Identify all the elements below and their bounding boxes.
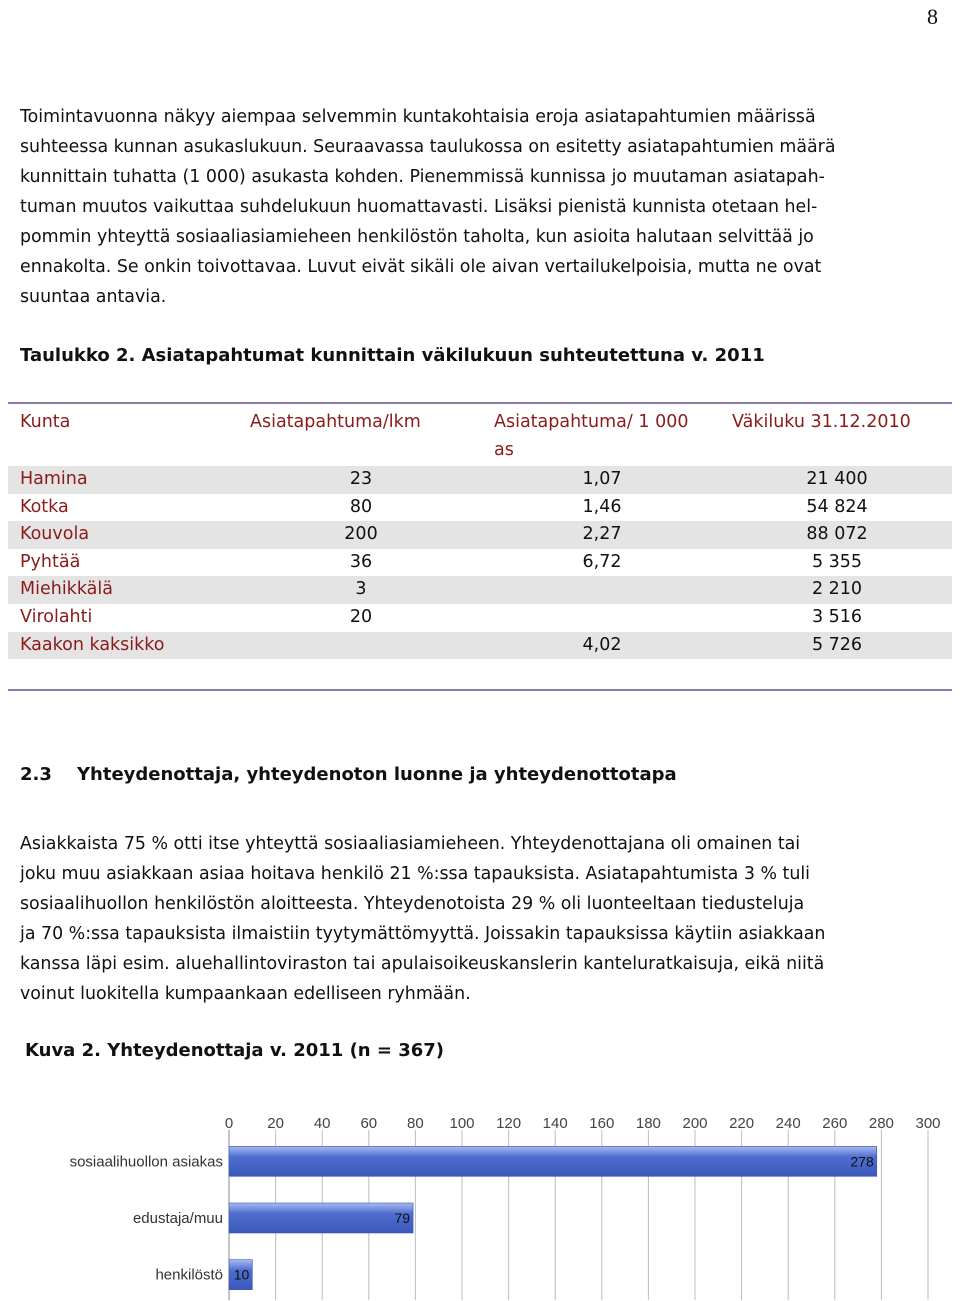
table-row — [8, 576, 952, 604]
body-line: sosiaalihuollon henkilöstön aloitteesta. Yhteydenotoista 29 % oli luonteeltaan tiedusteluja — [20, 894, 805, 914]
intro-line: suuntaa antavia. — [20, 287, 167, 307]
bar-chart — [0, 1100, 960, 1301]
x-tick-label: 0 — [224, 1115, 234, 1132]
x-tick-label: 60 — [360, 1115, 378, 1132]
x-tick-label: 300 — [915, 1115, 941, 1132]
table-row — [8, 604, 952, 632]
table-row-empty — [8, 659, 952, 689]
data-label: 278 — [850, 1153, 874, 1170]
cell-lkm: 3 — [355, 579, 367, 600]
x-tick-label: 260 — [822, 1115, 848, 1132]
x-tick-label: 280 — [868, 1115, 894, 1132]
header-per1000-line2: as — [494, 440, 514, 460]
table-title: Taulukko 2. Asiatapahtumat kunnittain väkilukuun suhteutettuna v. 2011 — [20, 345, 765, 366]
category-label: edustaja/muu — [132, 1210, 223, 1227]
category-label: henkilöstö — [155, 1266, 223, 1284]
header-per1000 — [494, 408, 688, 464]
cell-vakiluku: 3 516 — [811, 606, 863, 627]
header-per1000-line1: Asiatapahtuma/ 1 000 — [494, 412, 689, 432]
x-tick-label: 200 — [682, 1115, 708, 1132]
body-line: joku muu asiakkaan asiaa hoitava henkilö 21 %:ssa tapauksista. Asiatapahtumista 3 % tuli — [20, 864, 811, 884]
x-tick-label: 160 — [589, 1115, 615, 1132]
cell-kunta: Miehikkälä — [20, 579, 113, 600]
x-tick-label: 240 — [775, 1115, 801, 1132]
x-tick-label: 180 — [635, 1115, 661, 1132]
intro-line: pommin yhteyttä sosiaaliasiamieheen henkilöstön taholta, kun asioita halutaan selvittää jo — [20, 227, 814, 247]
cell-per1000: 2,27 — [582, 524, 622, 545]
table-header-row — [8, 404, 952, 466]
cell-lkm: 36 — [349, 551, 373, 572]
cell-per1000: 6,72 — [582, 551, 622, 572]
x-tick-label: 100 — [449, 1115, 475, 1132]
intro-line: tuman muutos vaikuttaa suhdelukuun huomattavasti. Lisäksi pienistä kunnista otetaan hel- — [20, 197, 818, 217]
cell-lkm: 200 — [344, 524, 378, 545]
municipality-table — [8, 402, 952, 691]
x-tick-label: 220 — [729, 1115, 755, 1132]
cell-per1000: 1,07 — [582, 469, 622, 489]
intro-line: Toimintavuonna näkyy aiempaa selvemmin kuntakohtaisia eroja asiatapahtumien määrissä — [20, 107, 816, 127]
cell-per1000: 1,46 — [582, 496, 622, 517]
cell-lkm: 20 — [349, 606, 373, 627]
cell-vakiluku: 21 400 — [806, 469, 868, 489]
cell-vakiluku: 2 210 — [811, 579, 863, 600]
x-tick-label: 80 — [407, 1115, 424, 1132]
cell-kunta: Kouvola — [20, 524, 90, 545]
intro-line: kunnittain tuhatta (1 000) asukasta kohden. Pienemmissä kunnissa jo muutaman asiatapah- — [20, 167, 825, 187]
intro-paragraph — [20, 102, 941, 312]
body-line: Asiakkaista 75 % otti itse yhteyttä sosiaaliasiamieheen. Yhteydenottajana oli omainen tai — [20, 834, 801, 854]
cell-vakiluku: 54 824 — [806, 496, 868, 517]
bar — [229, 1146, 877, 1176]
bar — [229, 1203, 413, 1233]
x-tick-label: 40 — [313, 1115, 331, 1132]
body-line: voinut luokitella kumpaankaan edelliseen ryhmään. — [20, 984, 471, 1004]
x-tick-label: 120 — [496, 1115, 522, 1132]
cell-kunta: Pyhtää — [20, 551, 81, 572]
cell-vakiluku: 88 072 — [806, 524, 868, 545]
table-row — [8, 494, 952, 522]
cell-lkm: 80 — [349, 496, 373, 517]
body-line: kanssa läpi esim. aluehallintoviraston tai apulaisoikeuskanslerin kanteluratkaisuja, eikä niitä — [20, 954, 825, 974]
x-tick-label: 20 — [267, 1115, 284, 1132]
figure-title: Kuva 2. Yhteydenottaja v. 2011 (n = 367) — [25, 1040, 445, 1061]
intro-line: ennakolta. Se onkin toivottavaa. Luvut eivät sikäli ole aivan vertailukelpoisia, mutta ne ovat — [20, 257, 822, 277]
category-label: sosiaalihuollon asiakas — [69, 1153, 223, 1171]
header-vakiluku: Väkiluku 31.12.2010 — [732, 412, 911, 432]
header-kunta: Kunta — [20, 412, 71, 432]
cell-per1000: 4,02 — [582, 634, 622, 655]
header-lkm: Asiatapahtuma/lkm — [250, 412, 421, 432]
intro-line: suhteessa kunnan asukaslukuun. Seuraavassa taulukossa on esitetty asiatapahtumien määrä — [20, 137, 836, 157]
section-title: Yhteydenottaja, yhteydenoton luonne ja yhteydenottotapa — [77, 764, 677, 785]
cell-kunta: Kaakon kaksikko — [20, 634, 165, 655]
table-row — [8, 632, 952, 660]
cell-vakiluku: 5 726 — [811, 634, 863, 655]
table-row — [8, 521, 952, 549]
table-row — [8, 549, 952, 577]
x-tick-label: 140 — [542, 1115, 568, 1132]
page-number: 8 — [927, 4, 938, 29]
body-paragraph — [20, 829, 941, 1009]
body-line: ja 70 %:ssa tapauksista ilmaistiin tyytymättömyyttä. Joissakin tapauksissa käytiin asiakkaan — [20, 924, 826, 944]
data-label: 10 — [233, 1266, 250, 1283]
cell-vakiluku: 5 355 — [811, 551, 863, 572]
cell-kunta: Kotka — [20, 496, 69, 517]
cell-lkm: 23 — [349, 469, 373, 489]
table-row — [8, 466, 952, 494]
cell-kunta: Virolahti — [20, 606, 93, 627]
data-label: 79 — [394, 1210, 411, 1226]
section-number: 2.3 — [20, 764, 52, 785]
cell-kunta: Hamina — [20, 469, 88, 489]
